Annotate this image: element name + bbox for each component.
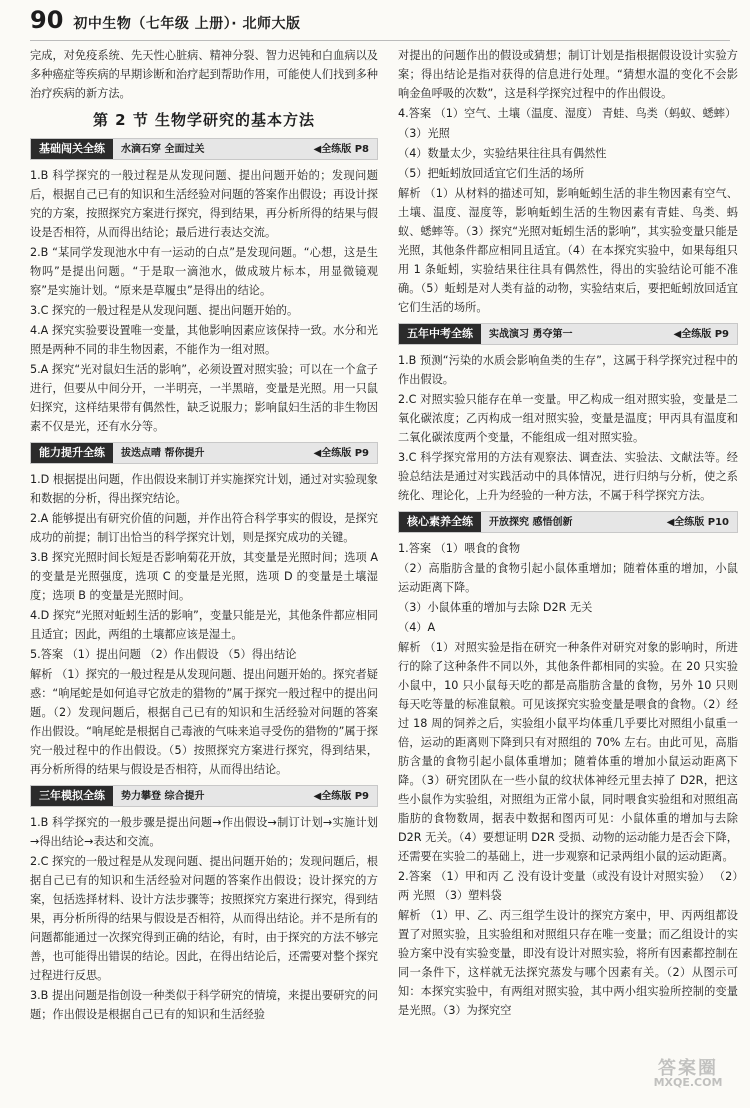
answer-item: 3.B 提出问题是指创设一种类似于科学研究的情境，来提出要研究的问题；作出假设是根据自己已有的知识和生活经验 — [30, 989, 378, 1021]
answer-item: （2）高脂肪含量的食物引起小鼠体重增加；随着体重的增加，小鼠运动距离下降。 — [398, 562, 738, 594]
answer-item: 5.A 探究“光对鼠妇生活的影响”，必须设置对照实验；可以在一个盒子进行，但要从中间分开，一半明亮，一半黑暗，变量是光照。用一只鼠妇探究，这样结果带有偶然性，缺乏说服力；影响鼠妇生活的非生物因素不仅是光，还有水分等。 — [30, 363, 378, 433]
answer-item: （4）数量太少，实验结果往往具有偶然性 — [398, 147, 607, 160]
answer-continued: 对提出的问题作出的假设或猜想；制订计划是指根据假设设计实验方案；得出结论是指对获得的信息进行处理。“猜想水温的变化不会影响金鱼呼吸的次数”，这是科学探究过程中的作出假设。 — [398, 49, 738, 100]
watermark-text: 答案圈 — [658, 1058, 718, 1079]
left-column — [30, 46, 378, 1025]
analysis-item: 解析 （1）甲、乙、丙三组学生设计的探究方案中，甲、丙两组都设置了对照实验，且实验组和对照组只存在唯一变量；而乙组设计的实验方案中没有实验变量，即没有设计对照实验，将所有因素都控制在同一条件下，这样就无法探究蒸发与哪个因素有关。（2）从图示可知：本探究实验中，有两组对照实验，其中两小组实验所控制的变量是光照。（3）为探究空 — [398, 909, 738, 1017]
answer-item: 2.C 对照实验只能存在单一变量。甲乙构成一组对照实验，变量是二氧化碳浓度；乙丙构成一组对照实验，变量是温度；甲丙具有温度和二氧化碳浓度两个变量，不能组成一组对照实验。 — [398, 393, 738, 444]
watermark-site: MXQE.COM — [653, 1076, 723, 1089]
banner-edition: ◀全练版 P9 — [313, 790, 369, 802]
answer-item: （3）小鼠体重的增加与去除 D2R 无关 — [398, 601, 593, 614]
answer-item: 1.B 科学探究的一般步骤是提出问题→作出假设→制订计划→实施计划→得出结论→表达和交流。 — [30, 816, 378, 848]
answer-item: 1.B 科学探究的一般过程是从发现问题、提出问题开始的；发现问题后，根据自己已有的知识和生活经验对问题的答案作出假设；再设计探究的方案，按照探究方案进行探究，得到结果，再分析所得的结果与假设是否相符，从而得出结论；最后进行表达交流。 — [30, 169, 378, 239]
banner-slogan: 开放探究 感悟创新 — [489, 516, 573, 528]
answer-item: 5.答案 （1）提出问题 （2）作出假设 （5）得出结论 — [30, 648, 297, 661]
banner-ability — [30, 442, 378, 464]
banner-slogan: 拔迭点晴 帮你提升 — [121, 447, 205, 459]
banner-basic — [30, 138, 378, 160]
banner-five-year — [398, 323, 738, 345]
intro-paragraph: 完成，对免疫系统、先天性心脏病、精神分裂、智力迟钝和白血病以及多种癌症等疾病的早期诊断和治疗起到帮助作用，可能使人们找到多种治疗疾病的新方法。 — [30, 49, 378, 100]
book-title: 初中生物（七年级 上册）· 北师大版 — [73, 16, 301, 32]
banner-core — [398, 511, 738, 533]
answer-item: 4.答案 （1）空气、土壤（温度、湿度） 青蛙、鸟类（蚂蚁、蟋蟀） — [398, 107, 737, 120]
banner-three-year — [30, 785, 378, 807]
answer-item: 4.A 探究实验要设置唯一变量，其他影响因素应该保持一致。水分和光照是两种不同的非生物因素，不能作为一组对照。 — [30, 324, 378, 356]
answer-item: 1.答案 （1）喂食的食物 — [398, 542, 521, 555]
banner-edition: ◀全练版 P8 — [313, 143, 369, 155]
answer-item: 1.B 预测“污染的水质会影响鱼类的生存”，这属于科学探究过程中的作出假设。 — [398, 354, 738, 386]
banner-slogan: 势力攀登 综合提升 — [121, 790, 205, 802]
banner-edition: ◀全练版 P10 — [666, 516, 729, 528]
right-column — [398, 46, 738, 1021]
answer-item: 3.B 探究光照时间长短是否影响菊花开放，其变量是光照时间；选项 A 的变量是光照强度，选项 C 的变量是光照，选项 D 的变量是土壤湿度；选项 B 的变量是光照时间。 — [30, 551, 378, 602]
banner-tag: 五年中考全练 — [399, 324, 481, 344]
analysis-item: 解析 （1）探究的一般过程是从发现问题、提出问题开始的。探究者疑惑：“响尾蛇是如何追寻它放走的猎物的”属于探究一般过程中的提出问题。（2）发现问题后，根据自己已有的知识和生活经验对问题的答案作出假设。“响尾蛇是根据自己毒液的气味来追寻受伤的猎物的”属于探究一般过程中的作出假设。（5）按照探究方案进行探究，得到结果，再分析所得的结果与假设是否相符，从而得出结论。 — [30, 668, 378, 776]
banner-slogan: 实战演习 勇夺第一 — [489, 328, 573, 340]
analysis-item: 解析 （1）对照实验是指在研究一种条件对研究对象的影响时，所进行的除了这种条件不同以外，其他条件都相同的实验。在 20 只实验小鼠中，10 只小鼠每天吃的都是高脂肪含量的食物，另外 10 只则每天吃等量的标准鼠粮。可见该探究实验变量是喂食的食物。（2）经过 18 周的饲养之后，实验组小鼠平均体重几乎要比对照组小鼠重一倍，运动的距离则下降到只有对照组的 70% 左右。由此可见，高脂肪含量的食物引起小鼠体重增加；随着体重的增加小鼠运动距离下降。（3）研究团队在一些小鼠的纹状体神经元里去掉了 D2R，把这些小鼠作为实验组，对照组为正常小鼠，同时喂食实验组和对照组高脂肪的食物数周，据表中数据和图丙可见：小鼠体重的增加与去除 D2R 无关。（4）要想证明 D2R 受损、动物的运动能力是否会下降，还需要在实验二的基础上，进一步观察和记录两组小鼠的运动距离。 — [398, 641, 738, 863]
page-number: 90 — [30, 6, 64, 34]
banner-tag: 三年模拟全练 — [31, 786, 113, 806]
page-header — [30, 6, 730, 41]
analysis-item: 解析 （1）从材料的描述可知，影响蚯蚓生活的非生物因素有空气、土壤、温度、湿度等，影响蚯蚓生活的生物因素有青蛙、鸟类、蚂蚁、蟋蟀等。（3）探究“光照对蚯蚓生活的影响”，其实验变量只能是光照，其他条件都应相同且适宜。（4）在本探究实验中，如果每组只用 1 条蚯蚓，实验结果往往具有偶然性，得出的实验结论可能不准确。（5）蚯蚓是对人类有益的动物，实验结束后，要把蚯蚓放回适宜它们生活的场所。 — [398, 187, 738, 314]
watermark-logo — [640, 1058, 736, 1102]
answer-item: 2.C 探究的一般过程是从发现问题、提出问题开始的；发现问题后，根据自己已有的知识和生活经验对问题的答案作出假设；设计探究的方案，包括选择材料、设计方法步骤等；按照探究方案进行探究，得到结果，再分析所得的结果与假设是否相符，从而得出结论。并不是所有的问题都能通过一次探究得到正确的结论，有时，由于探究的方法不够完善，也可能得出错误的结论。因此，在得出结论后，还需要对整个探究过程进行反思。 — [30, 855, 378, 982]
banner-tag: 核心素养全练 — [399, 512, 481, 532]
banner-tag: 能力提升全练 — [31, 443, 113, 463]
banner-edition: ◀全练版 P9 — [673, 328, 729, 340]
answer-item: （3）光照 — [398, 127, 450, 140]
answer-item: （5）把蚯蚓放回适宜它们生活的场所 — [398, 167, 585, 180]
answer-item: 1.D 根据提出问题，作出假设来制订并实施探究计划，通过对实验现象和数据的分析，得出探究结论。 — [30, 473, 378, 505]
banner-edition: ◀全练版 P9 — [313, 447, 369, 459]
answer-item: 4.D 探究“光照对蚯蚓生活的影响”，变量只能是光，其他条件都应相同且适宜；因此，两组的土壤都应该是湿土。 — [30, 609, 378, 641]
banner-slogan: 水滴石穿 全面过关 — [121, 143, 205, 155]
answer-item: 2.A 能够提出有研究价值的问题，并作出符合科学事实的假设，是探究成功的前提；制订出恰当的科学探究计划，则是探究成功的关键。 — [30, 512, 378, 544]
banner-tag: 基础闯关全练 — [31, 139, 113, 159]
answer-item: 2.答案 （1）甲和丙 乙 没有设计变量（或没有设计对照实验） （2）两 光照 （3）塑料袋 — [398, 870, 738, 902]
answer-item: 2.B “某同学发现池水中有一运动的白点”是发现问题。“心想，这是生物吗”是提出问题。“于是取一滴池水，做成玻片标本，用显微镜观察”是实施计划。“原来是草履虫”是得出的结论。 — [30, 246, 378, 297]
answer-item: 3.C 探究的一般过程是从发现问题、提出问题开始的。 — [30, 304, 299, 317]
section-title: 第 2 节 生物学研究的基本方法 — [92, 111, 316, 129]
answer-item: （4）A — [398, 621, 436, 634]
answer-item: 3.C 科学探究常用的方法有观察法、调查法、实验法、文献法等。经验总结法是通过对实践活动中的具体情况，进行归纳与分析，使之系统化、理论化，上升为经验的一种方法，不属于科学探究方法。 — [398, 451, 738, 502]
